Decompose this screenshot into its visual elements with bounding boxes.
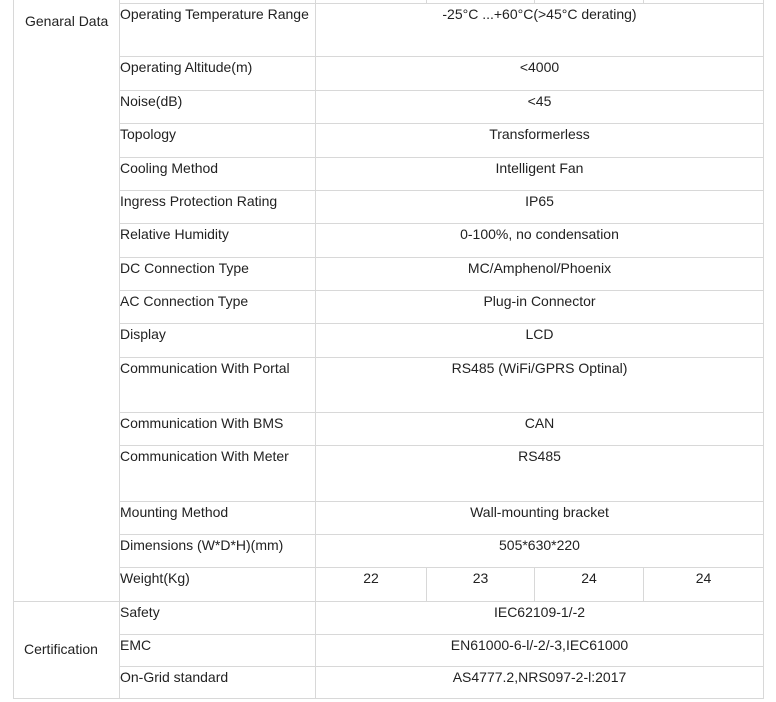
table-row [14,357,764,412]
row-label: Topology [120,123,316,157]
row-value: CAN [316,412,764,445]
row-value: <45 [316,90,764,123]
row-label: AC Connection Type [120,290,316,323]
row-value: Plug-in Connector [316,290,764,323]
row-label: Weight(Kg) [120,567,316,601]
row-label: DC Connection Type [120,257,316,290]
row-label: Mounting Method [120,501,316,534]
table-row [14,634,764,666]
weight-value: 23 [427,567,535,601]
table-row [14,666,764,698]
row-value: IP65 [316,190,764,223]
table-row [14,90,764,123]
row-label: Dimensions (W*D*H)(mm) [120,534,316,567]
row-value: RS485 (WiFi/GPRS Optinal) [316,357,764,412]
table-row [14,123,764,157]
weight-value: 24 [535,567,644,601]
row-label: Operating Altitude(m) [120,56,316,90]
row-label: Communication With Portal [120,357,316,412]
table-row [14,157,764,190]
row-label: Safety [120,601,316,634]
row-label: EMC [120,634,316,666]
row-value: Transformerless [316,123,764,157]
row-value: 0-100%, no condensation [316,223,764,257]
row-value: LCD [316,323,764,357]
row-label: Noise(dB) [120,90,316,123]
table-row [14,223,764,257]
spec-table [13,0,764,699]
row-value: 505*630*220 [316,534,764,567]
row-label: Cooling Method [120,157,316,190]
row-value: EN61000-6-l/-2/-3,IEC61000 [316,634,764,666]
table-row [14,445,764,501]
group-label-general: Genaral Data [14,3,120,601]
table-row [14,501,764,534]
row-value: RS485 [316,445,764,501]
weight-value: 24 [644,567,764,601]
row-label: On-Grid standard [120,666,316,698]
table-row [14,323,764,357]
row-label: Ingress Protection Rating [120,190,316,223]
table-row [14,56,764,90]
table-row [14,534,764,567]
table-row [14,601,764,634]
table-row [14,3,764,56]
group-label-certification: Certification [14,601,120,698]
row-value: <4000 [316,56,764,90]
row-value: AS4777.2,NRS097-2-l:2017 [316,666,764,698]
table-row [14,412,764,445]
row-label: Communication With Meter [120,445,316,501]
table-row [14,290,764,323]
row-value: -25°C ...+60°C(>45°C derating) [316,3,764,56]
row-label: Communication With BMS [120,412,316,445]
row-value: MC/Amphenol/Phoenix [316,257,764,290]
row-value: IEC62109-1/-2 [316,601,764,634]
table-row [14,567,764,601]
row-label: Relative Humidity [120,223,316,257]
row-value: Wall-mounting bracket [316,501,764,534]
row-label: Display [120,323,316,357]
row-value: Intelligent Fan [316,157,764,190]
table-row [14,190,764,223]
table-row [14,257,764,290]
row-label: Operating Temperature Range [120,3,316,56]
weight-value: 22 [316,567,427,601]
